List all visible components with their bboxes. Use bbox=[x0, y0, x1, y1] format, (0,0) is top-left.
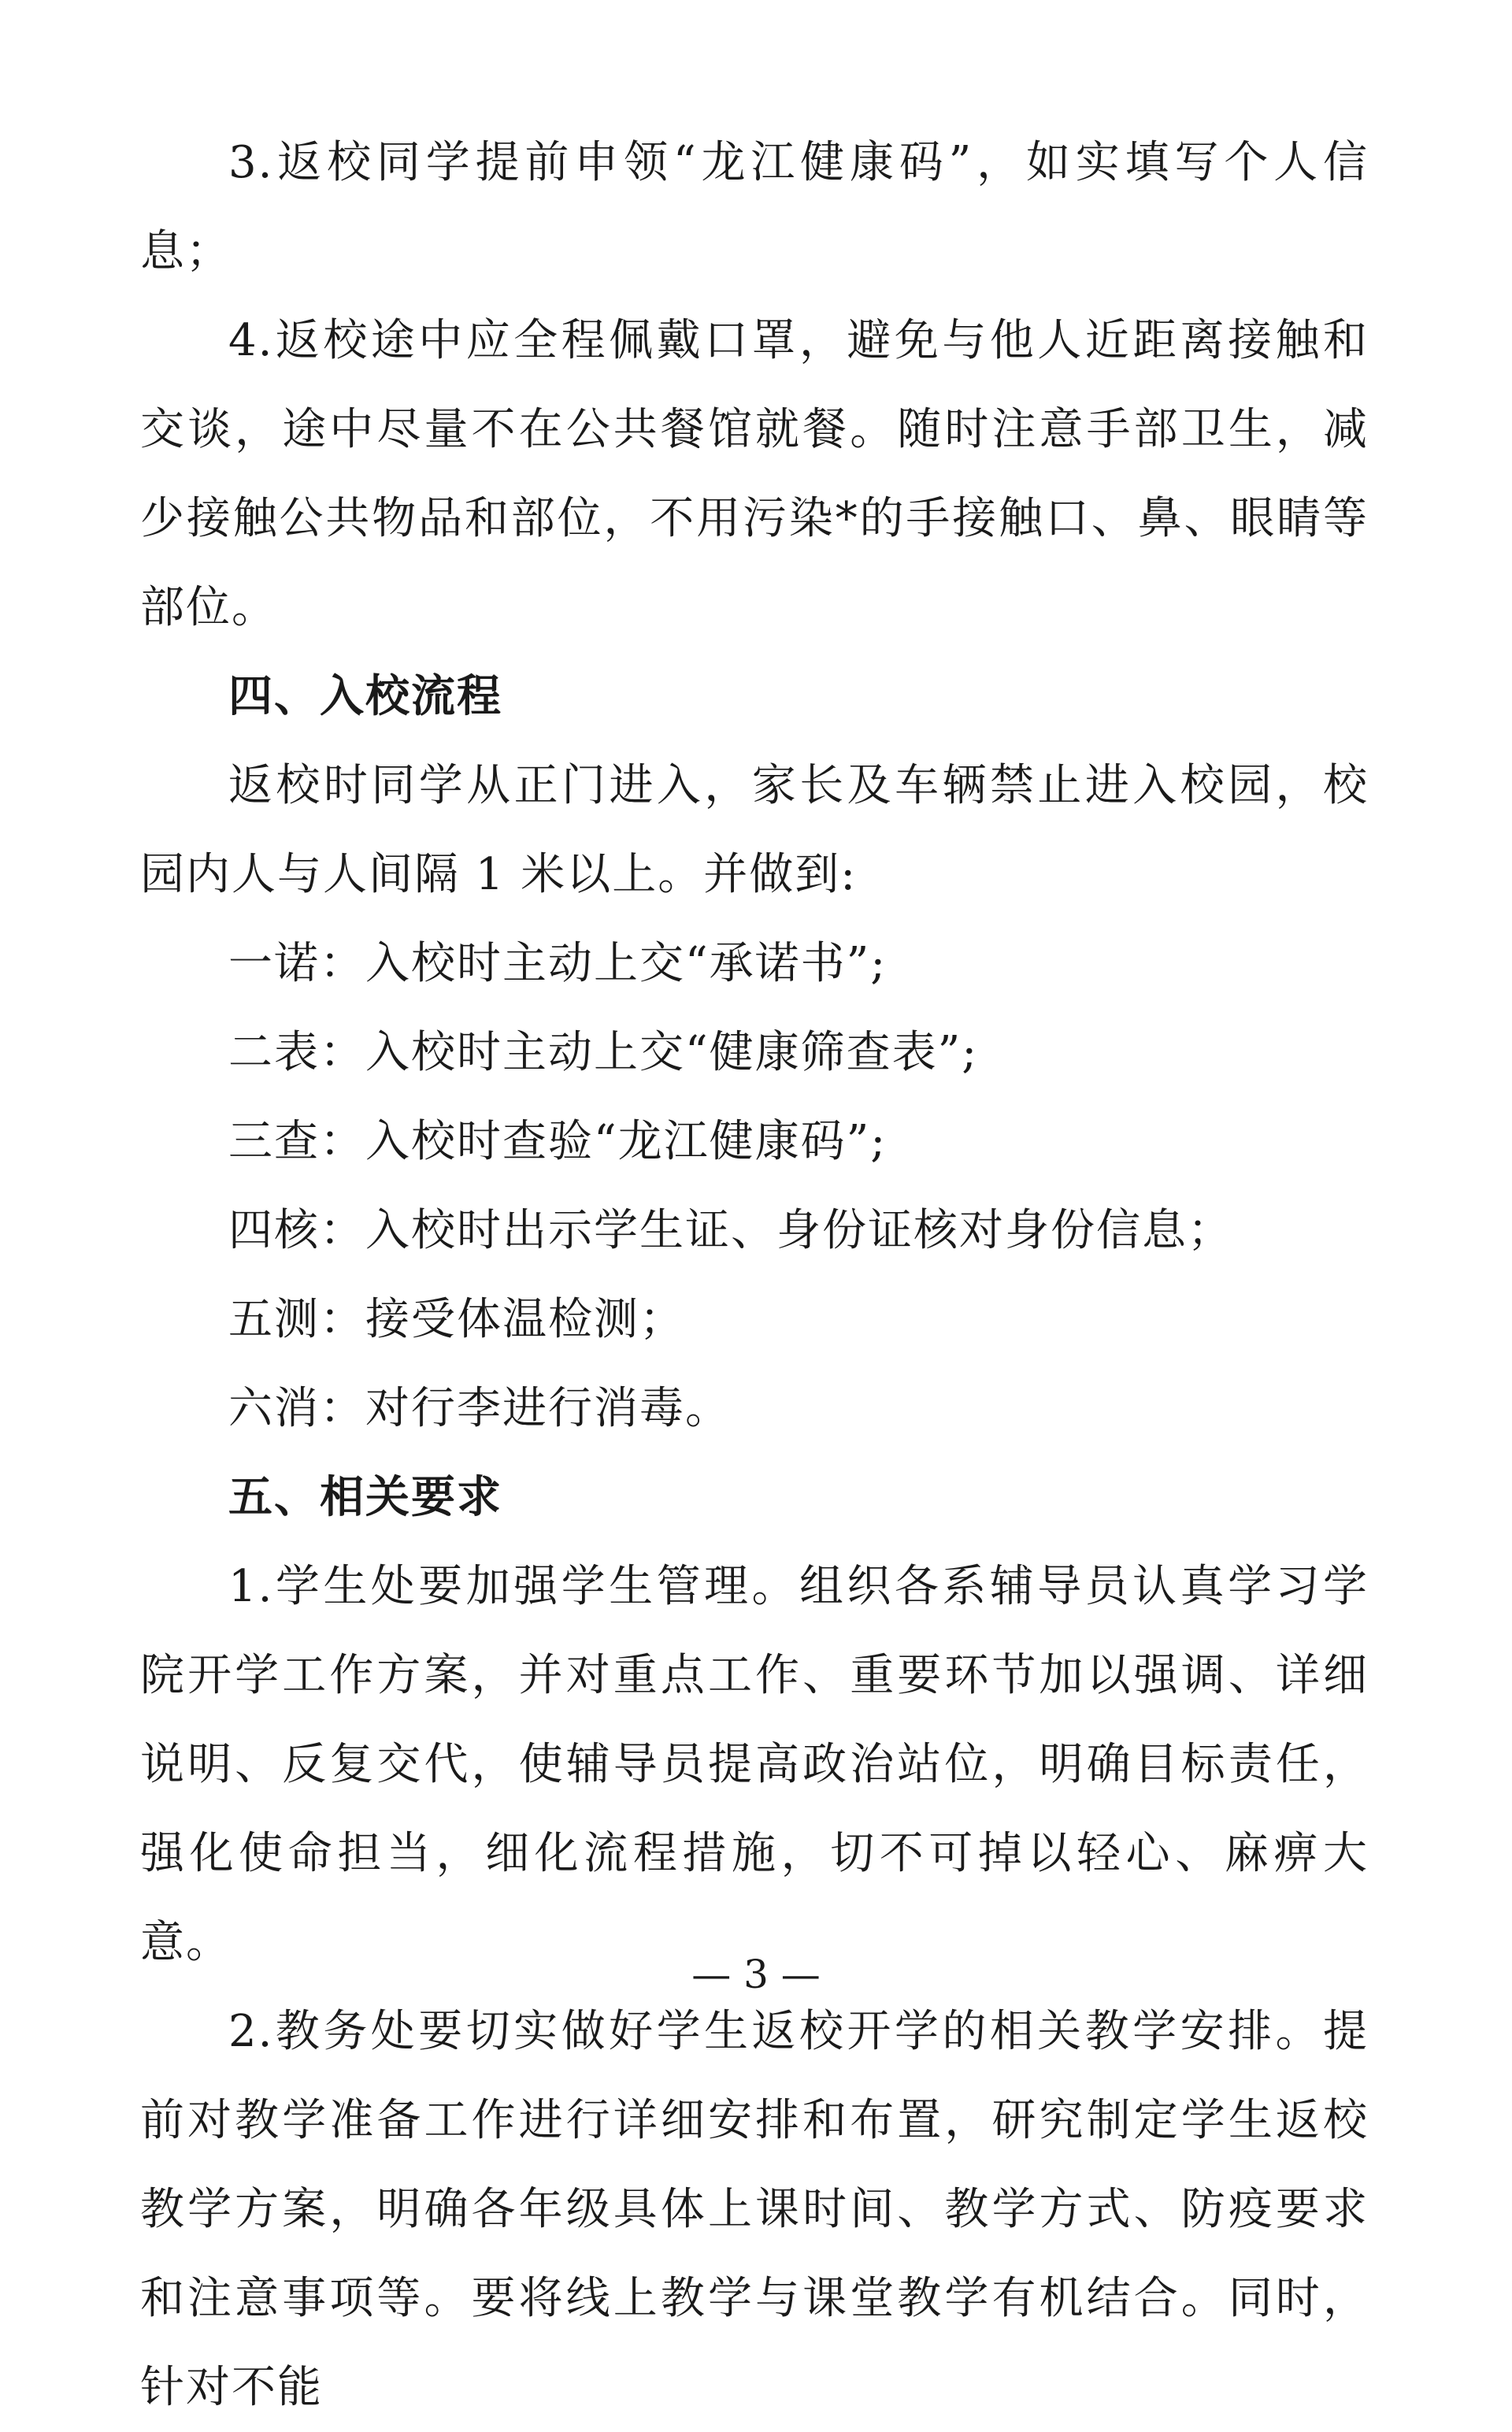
section-heading-requirements: 五、相关要求 bbox=[228, 1472, 502, 1523]
page-number: — 3 — bbox=[691, 1952, 821, 1997]
section-heading-entry-process: 四、入校流程 bbox=[228, 671, 502, 722]
list-item-check-code: 三查：入校时查验“龙江健康码”; bbox=[228, 1116, 888, 1167]
document-page bbox=[140, 118, 1369, 2432]
list-item-form: 二表：入校时主动上交“健康筛查表”; bbox=[228, 1027, 979, 1078]
paragraph-mask-travel: 4.返校途中应全程佩戴口罩，避免与他人近距离接触和交谈，途中尽量不在公共餐馆就餐。随时注意手部卫生，减少接触公共物品和部位，不用污染*的手接触口、鼻、眼睛等部位。 bbox=[140, 315, 1369, 633]
paragraph-student-affairs: 1.学生处要加强学生管理。组织各系辅导员认真学习学院开学工作方案，并对重点工作、重要环节加以强调、详细说明、反复交代，使辅导员提高政治站位，明确目标责任，强化使命担当，细化流程措施，切不可掉以轻心、麻痹大意。 bbox=[140, 1561, 1369, 1968]
list-item-promise: 一诺：入校时主动上交“承诺书”; bbox=[228, 938, 888, 989]
paragraph-health-code: 3.返校同学提前申领“龙江健康码”，如实填写个人信息； bbox=[140, 137, 1369, 277]
list-item-verify-id: 四核：入校时出示学生证、身份证核对身份信息； bbox=[228, 1205, 1233, 1256]
paragraph-academic-affairs: 2.教务处要切实做好学生返校开学的相关教学安排。提前对教学准备工作进行详细安排和布置，研究制定学生返校教学方案，明确各年级具体上课时间、教学方式、防疫要求和注意事项等。要将线上教学与课堂教学有机结合。同时，针对不能 bbox=[140, 2006, 1369, 2413]
paragraph-entry-intro: 返校时同学从正门进入，家长及车辆禁止进入校园，校园内人与人间隔 1 米以上。并做到: bbox=[140, 760, 1369, 900]
list-item-disinfect: 六消：对行李进行消毒。 bbox=[228, 1383, 731, 1434]
list-item-temperature: 五测：接受体温检测； bbox=[228, 1294, 685, 1345]
